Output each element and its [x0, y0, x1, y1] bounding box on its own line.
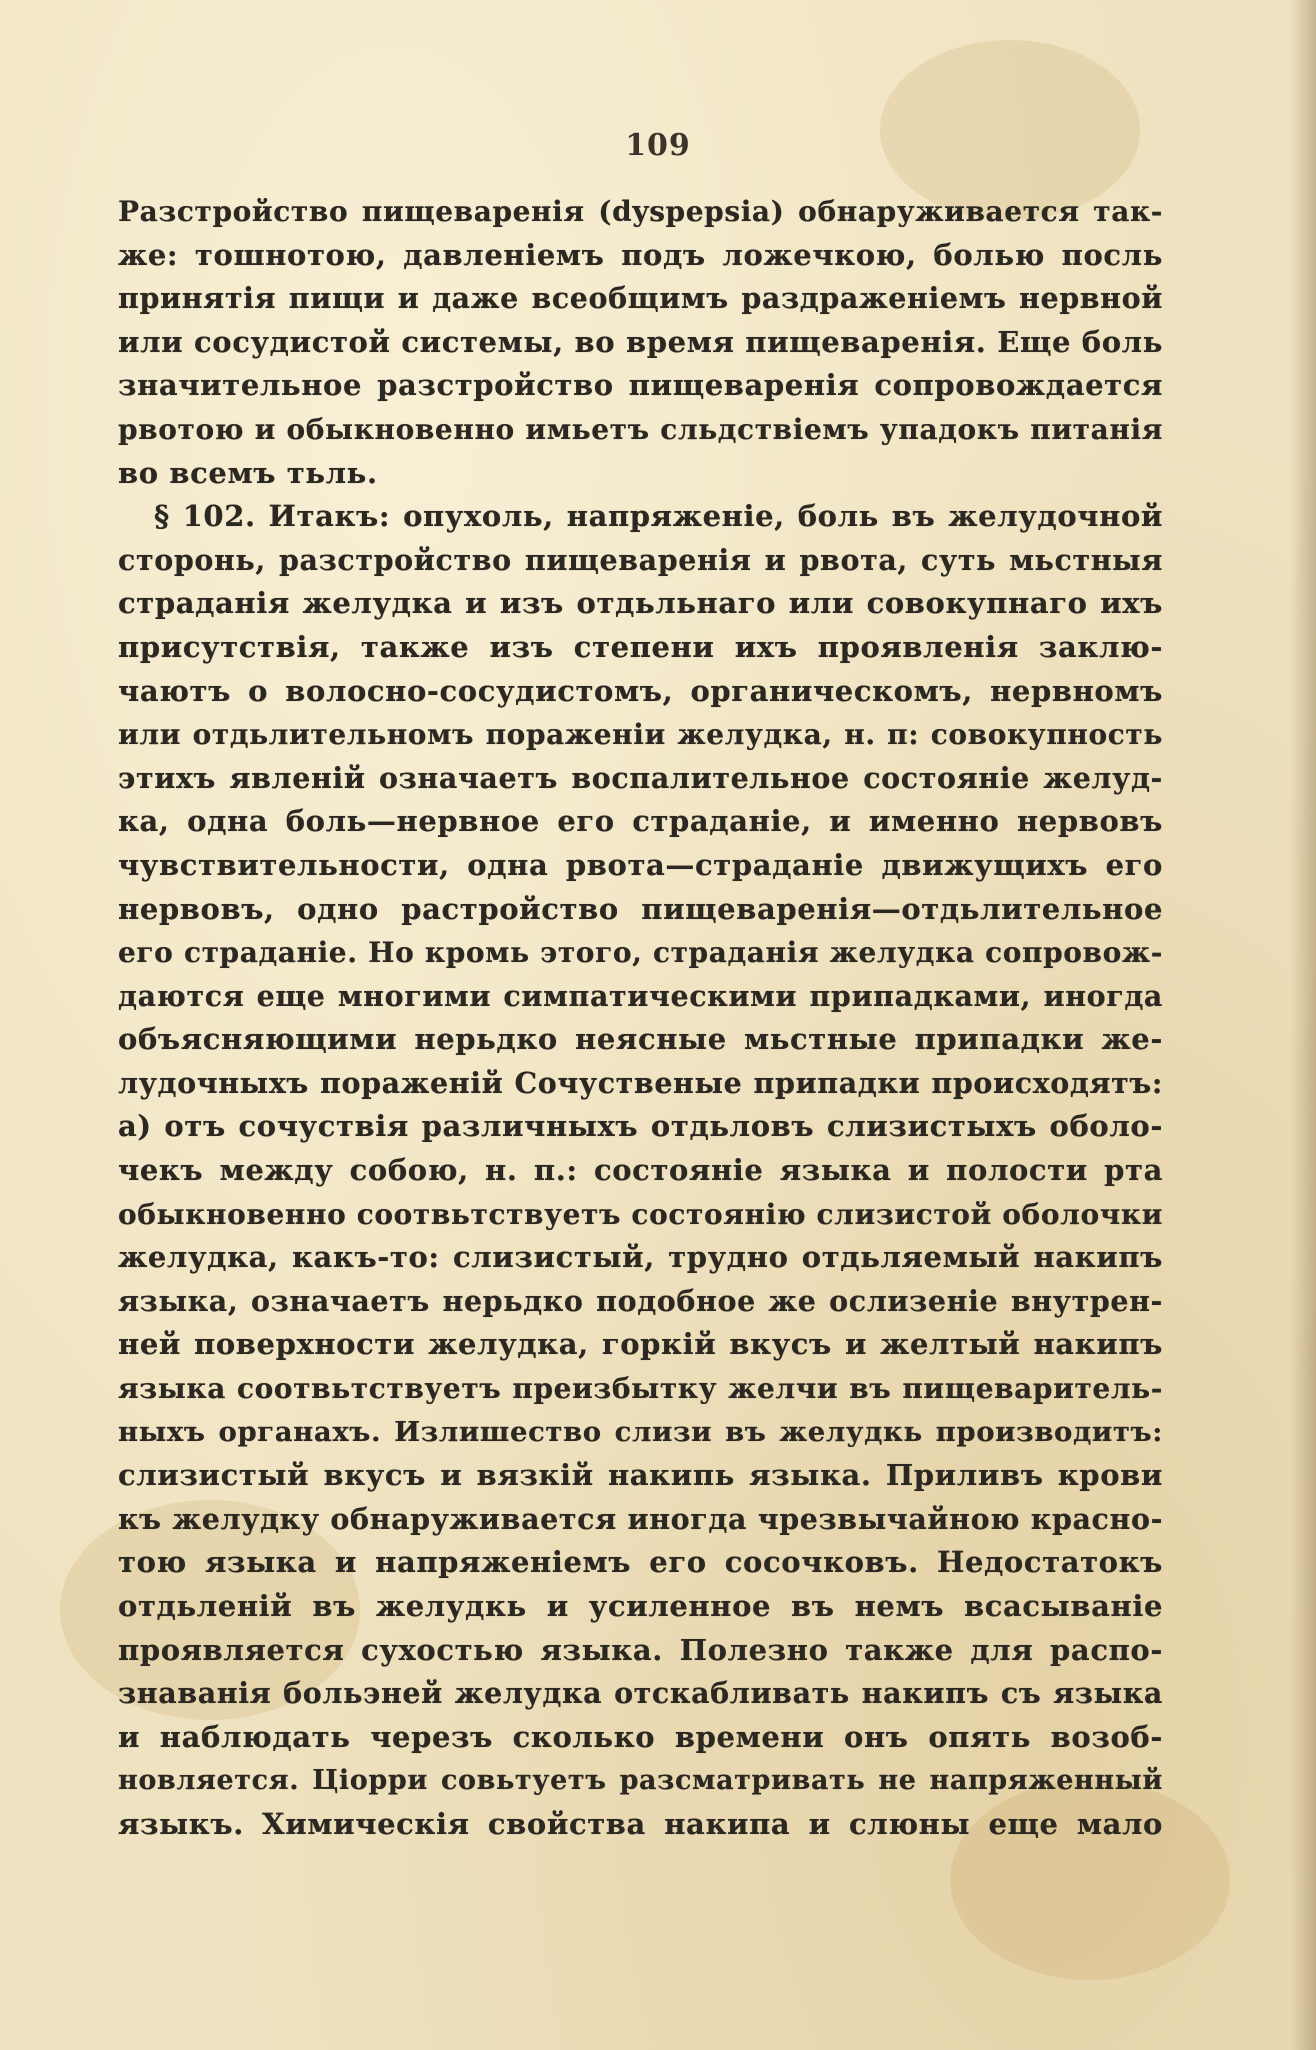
page-edge-shadow [1290, 0, 1316, 2050]
text-line: во всемъ тьль. [118, 455, 378, 490]
text-line: сторонь, разстройство пищеваренія и рвота, суть мьстныя [118, 542, 1163, 577]
text-line: желудка, какъ-то: слизистый, трудно отдьляемый накипъ [118, 1240, 1163, 1275]
body-text [118, 190, 1163, 1847]
text-line: принятія пищи и даже всеобщимъ раздраженіемъ нервной [118, 281, 1163, 316]
text-line: языкъ. Химическія свойства накипа и слюны еще мало [118, 1806, 1163, 1841]
text-line: языка, означаетъ нерьдко подобное же ослизеніе внутрен- [118, 1283, 1163, 1318]
text-line: Разстройство пищеваренія (dyspepsia) обнаруживается так- [118, 195, 1163, 228]
text-line: знаванія больэней желудка отскабливать накипъ съ языка [118, 1676, 1163, 1711]
text-line: присутствія, также изъ степени ихъ проявленія заклю- [118, 629, 1163, 664]
text-line: даются еще многими симпатическими припадками, иногда [118, 978, 1163, 1013]
text-line: чаютъ о волосно-сосудистомъ, органическомъ, нервномъ [118, 673, 1163, 708]
page-number: 109 [625, 128, 691, 163]
text-line: же: тошнотою, давленіемъ подъ ложечкою, болью посль [118, 237, 1163, 272]
text-line: новляется. Ціорри совьтуетъ разсматривать не напряженный [118, 1765, 1163, 1797]
text-line: отдьленій въ желудкь и усиленное въ немъ всасываніе [118, 1589, 1163, 1623]
text-line: обыкновенно соотвьтствуетъ состоянію слизистой оболочки [118, 1197, 1164, 1231]
text-line: или сосудистой системы, во время пищеваренія. Еще боль [118, 324, 1163, 359]
text-line: ка, одна боль—нервное его страданіе, и именно нервовъ [118, 804, 1163, 839]
text-line: объясняющими нерьдко неясные мьстные припадки же- [118, 1022, 1163, 1057]
text-line: проявляется сухостью языка. Полезно также для распо- [118, 1632, 1163, 1667]
text-line: и наблюдать черезъ сколько времени онъ опять возоб- [118, 1719, 1163, 1754]
text-line: страданія желудка и изъ отдьльнаго или совокупнаго ихъ [118, 586, 1163, 621]
text-line: слизистый вкусъ и вязкій накипь языка. Приливъ крови [118, 1458, 1163, 1493]
text-line: ней поверхности желудка, горкій вкусъ и желтый накипъ [118, 1327, 1163, 1362]
text-line: тою языка и напряженіемъ его сосочковъ. Недостатокъ [118, 1545, 1163, 1580]
text-line: лудочныхъ пораженій Сочуственые припадки происходятъ: [118, 1065, 1163, 1100]
text-line: или отдьлительномъ пораженіи желудка, н. п: совокупность [118, 718, 1163, 752]
text-line: языка соотвьтствуетъ преизбытку желчи въ пищеваритель- [118, 1372, 1163, 1406]
text-line: этихъ явленій означаетъ воспалительное состояніе желуд- [118, 760, 1163, 795]
text-line: чувствительности, одна рвота—страданіе движущихъ его [118, 847, 1163, 882]
text-line: рвотою и обыкновенно имьетъ сльдствіемъ упадокъ питанія [118, 412, 1163, 446]
text-line: ныхъ органахъ. Излишество слизи въ желудкь производитъ: [118, 1415, 1163, 1448]
text-line: чекъ между собою, н. п.: состояніе языка и полости рта [118, 1153, 1163, 1188]
text-line: значительное разстройство пищеваренія сопровождается [118, 368, 1163, 403]
paragraph-start-line: § 102. Итакъ: опухоль, напряженіе, боль въ желудочной [154, 499, 1163, 534]
text-line: его страданіе. Но кромь этого, страданія желудка сопровож- [118, 936, 1163, 970]
text-line: а) отъ сочуствія различныхъ отдьловъ слизистыхъ оболо- [118, 1109, 1163, 1144]
text-line: нервовъ, одно растройство пищеваренія—отдьлительное [118, 891, 1163, 926]
text-line: къ желудку обнаруживается иногда чрезвычайною красно- [118, 1501, 1163, 1536]
